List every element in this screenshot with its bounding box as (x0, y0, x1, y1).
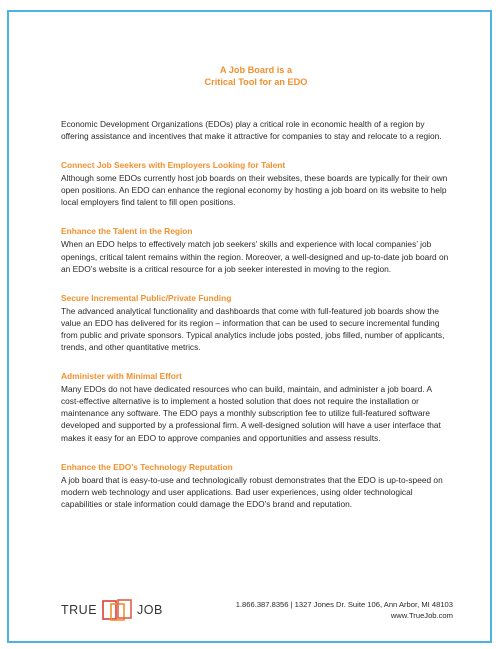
document-footer (61, 592, 453, 628)
contact-address: 1.866.387.8356 | 1327 Jones Dr. Suite 106, Ann Arbor, MI 48103 (235, 600, 453, 609)
section-body: Many EDOs do not have dedicated resources who can build, maintain, and administer a job board. A cost-effective alternative is to implement a hosted solution that does not require the installation or maintenance any software. The EDO pays a monthly subscription fee to utilize full-featured software developed and supported by a professional firm. A well-designed solution will have a user interface that makes it easy for an EDO to approve companies and opportunities and assess results. (61, 384, 441, 443)
section-body: When an EDO helps to effectively match job seekers’ skills and experience with local companies’ job openings, critical talent remains within the region. Moreover, a well-designed and up-to-date job board on an EDO’s website is a critical resource for a job seeker interested in moving to the region. (61, 239, 449, 274)
section-body: Although some EDOs currently host job boards on their websites, these boards are typically for their own open positions. An EDO can enhance the regional economy by hosting a job board on its website to help local employers find talent to fill open positions. (61, 173, 448, 208)
section-technology-reputation (61, 461, 451, 510)
section-heading: Administer with Minimal Effort (61, 371, 182, 382)
intro-paragraph: Economic Development Organizations (EDOs) play a critical role in economic health of a region by offering assistance and incentives that make it attractive for companies to stay and relocate to a region. (61, 119, 442, 142)
section-enhance-talent (61, 225, 451, 274)
section-connect-job-seekers (61, 159, 451, 208)
document-body (61, 64, 451, 510)
document-page (7, 10, 492, 643)
title-line-1: A Job Board is a (219, 65, 293, 75)
section-heading: Secure Incremental Public/Private Funding (61, 292, 232, 303)
contact-info (236, 599, 453, 621)
section-body: A job board that is easy-to-use and technologically robust demonstrates that the EDO is up-to-speed on modern web technology and user applications. Bad user experiences, using older technological capabilities or stale information could damage the EDO’s brand and reputation. (61, 474, 443, 509)
section-heading: Enhance the EDO’s Technology Reputation (61, 461, 233, 472)
section-secure-funding (61, 292, 451, 353)
logo-word-job: JOB (137, 603, 163, 617)
logo-mark-icon (102, 599, 132, 621)
title-line-2: Critical Tool for an EDO (204, 77, 308, 87)
document-title (61, 64, 451, 88)
section-body: The advanced analytical functionality and dashboards that come with full-featured job boards show the value an EDO has delivered for its region – information that can be used to secure incremental funding from public and private sponsors. Typical analytics include jobs posted, jobs filled, number of applicants, trends, and other quantitative metrics. (61, 305, 445, 353)
website-link[interactable]: www.TrueJob.com (390, 611, 453, 620)
logo-word-true: TRUE (61, 603, 98, 617)
section-heading: Connect Job Seekers with Employers Looking for Talent (61, 160, 286, 171)
truejob-logo (61, 595, 163, 625)
section-administer (61, 370, 451, 443)
section-heading: Enhance the Talent in the Region (61, 226, 193, 237)
